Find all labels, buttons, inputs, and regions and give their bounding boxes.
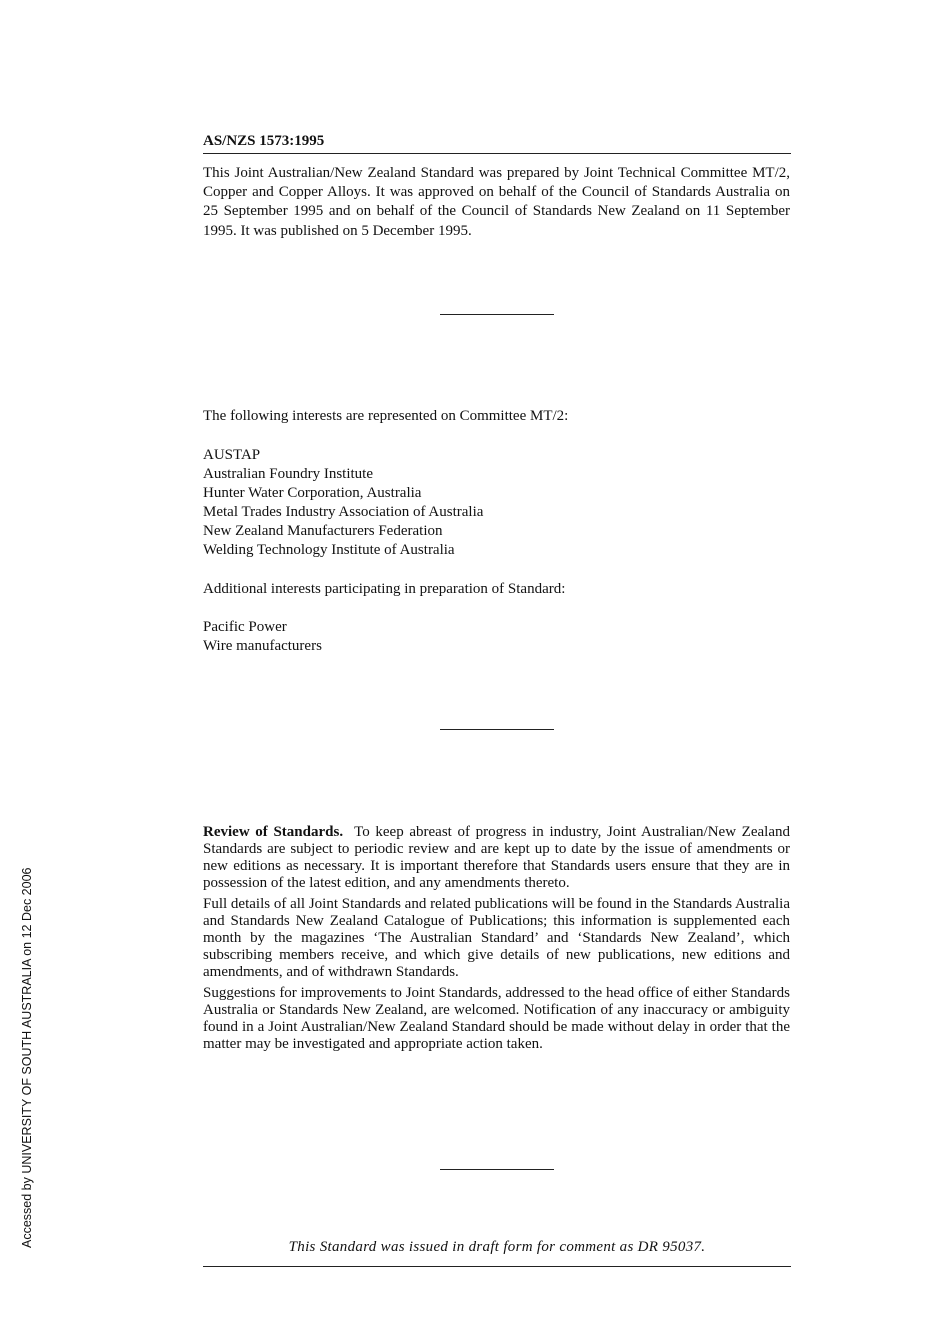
review-paragraph-2: Full details of all Joint Standards and related publications will be found in the Standards Australia and Standards New Zealand Catalogue of Publications; this information is supplemented each month by the magazines ‘The Australian Standard’ and ‘Standards New Zealand’, which subscribing members receive, and which give details of new publications, new editions and amendments, and of withdrawn Standards. xyxy=(203,896,790,980)
footer-rule xyxy=(203,1266,791,1267)
additional-interests-heading: Additional interests participating in preparation of Standard: xyxy=(203,581,566,597)
additional-member: Wire manufacturers xyxy=(203,638,322,654)
section-divider xyxy=(440,729,554,730)
review-paragraph-3: Suggestions for improvements to Joint Standards, addressed to the head office of either Standards Australia or Standards New Zealand, are welcomed. Notification of any inaccuracy or ambiguity found in a Joint Australian/New Zealand Standard should be made without delay in order that the matter may be investigated and appropriate action taken. xyxy=(203,985,790,1052)
committee-member: Hunter Water Corporation, Australia xyxy=(203,485,422,501)
section-divider xyxy=(440,1169,554,1170)
committee-member: AUSTAP xyxy=(203,447,261,463)
committee-member: New Zealand Manufacturers Federation xyxy=(203,523,443,539)
committee-member: Metal Trades Industry Association of Australia xyxy=(203,504,484,520)
review-paragraph-1 xyxy=(203,824,790,892)
access-watermark: Accessed by UNIVERSITY OF SOUTH AUSTRALIA on 12 Dec 2006 xyxy=(20,867,34,1248)
intro-paragraph: This Joint Australian/New Zealand Standard was prepared by Joint Technical Committee MT/2, Copper and Copper Alloys. It was approved on behalf of the Council of Standards Australia on 25 September 1995 and on behalf of the Council of Standards New Zealand on 11 September 1995. It was published on 5 December 1995. xyxy=(203,165,790,239)
document-id: AS/NZS 1573:1995 xyxy=(203,133,325,149)
committee-heading: The following interests are represented on Committee MT/2: xyxy=(203,408,569,424)
review-section xyxy=(203,824,790,1057)
additional-member: Pacific Power xyxy=(203,619,287,635)
review-heading: Review of Standards. xyxy=(203,824,344,840)
committee-member: Australian Foundry Institute xyxy=(203,466,373,482)
review-text-1: To keep abreast of progress in industry, Joint Australian/New Zealand Standards are subject to periodic review and are kept up to date by the issue of amendments or new editions as necessary. It is important therefore that Standards users ensure that they are in possession of the latest edition, and any amendments thereto. xyxy=(203,824,790,891)
section-divider xyxy=(440,314,554,315)
committee-member: Welding Technology Institute of Australia xyxy=(203,542,455,558)
header-rule xyxy=(203,153,791,154)
draft-note: This Standard was issued in draft form for comment as DR 95037. xyxy=(288,1239,706,1255)
